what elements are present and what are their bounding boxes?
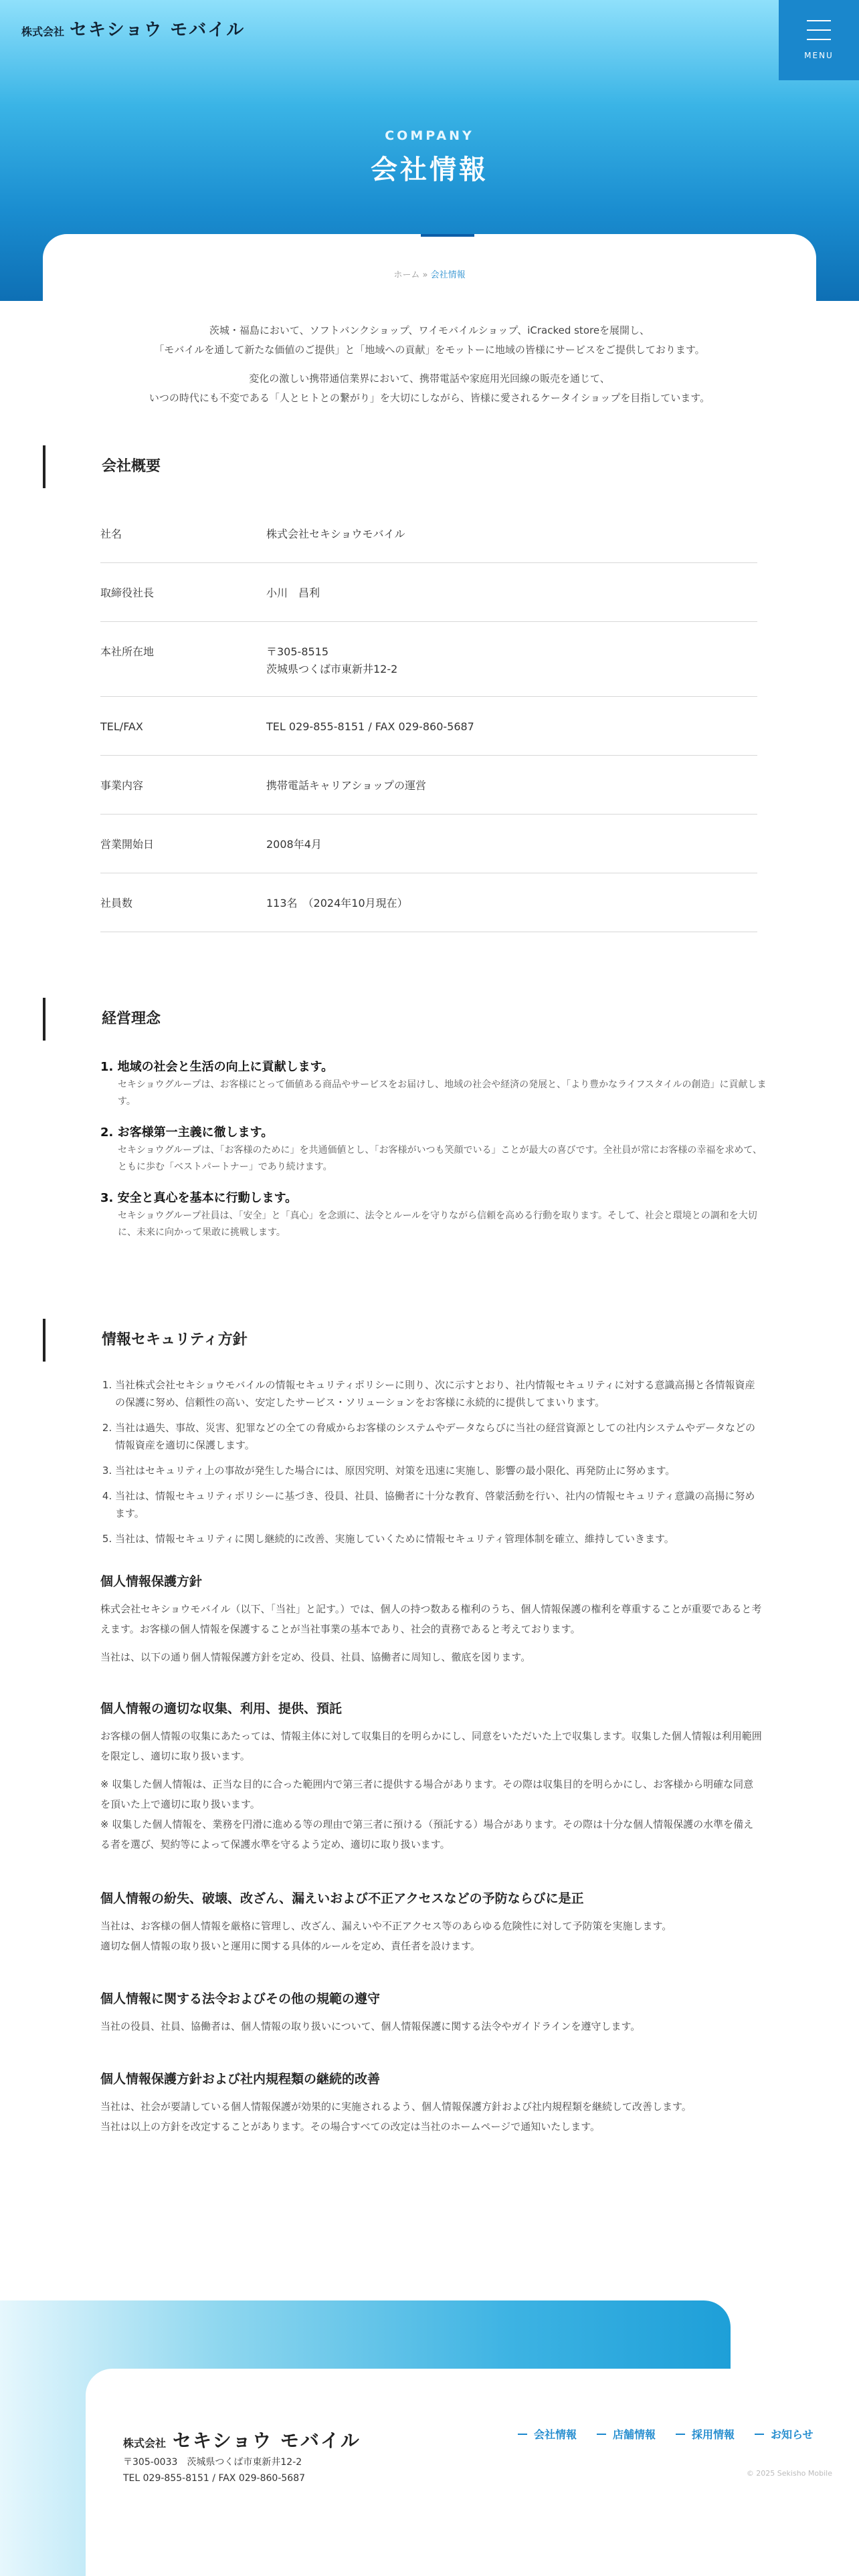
privacy-text: 当社は、以下の通り個人情報保護方針を定め、役員、社員、協働者に周知し、徹底を図ります。	[100, 1651, 531, 1663]
intro-line: 「モバイルを通して新たな価値のご提供」と「地域への貢献」をモットーに地域の皆様にサービスをご提供しております。	[154, 344, 705, 356]
table-row	[100, 697, 757, 756]
intro-line: 変化の激しい携帯通信業界において、携帯電話や家庭用光回線の販売を通じて、	[249, 372, 610, 385]
section-title-security: 情報セキュリティ方針	[43, 1319, 511, 1362]
table-row	[100, 504, 757, 563]
privacy-collection-block	[100, 1699, 763, 1862]
section-title-philosophy: 経営理念	[43, 998, 511, 1041]
footer-nav	[518, 2426, 814, 2442]
list-item	[100, 1189, 769, 1241]
breadcrumb-current: 会社情報	[430, 270, 466, 280]
table-row	[100, 873, 757, 932]
privacy-policy-block	[100, 1572, 763, 1675]
philosophy-heading: 1. 地域の社会と生活の向上に貢献します。	[100, 1060, 334, 1074]
hamburger-icon	[807, 20, 831, 21]
list-item: 2. 当社は過失、事故、災害、犯罪などの全ての脅威からお客様のシステムやデータならびに当社の経営資源としての社内システムやデータなどの情報資産を適切に保護します。	[115, 1419, 763, 1454]
list-item: 4. 当社は、情報セキュリティポリシーに基づき、役員、社員、協働者に十分な教育、啓蒙活動を行い、社内の情報セキュリティ意識の高揚に努めます。	[115, 1487, 763, 1522]
hero-subtitle: COMPANY	[385, 128, 474, 143]
row-label: 事業内容	[100, 779, 144, 792]
philosophy-list	[100, 1058, 769, 1255]
list-item: 5. 当社は、情報セキュリティに関し継続的に改善、実施していくために情報セキュリティ管理体制を確立、維持していきます。	[115, 1530, 763, 1547]
philosophy-heading: 2. お客様第一主義に徹します。	[100, 1125, 274, 1140]
content-card	[43, 234, 816, 2214]
dash-icon	[676, 2434, 685, 2435]
copyright: © 2025 Sekisho Mobile	[746, 2469, 832, 2478]
logo-company-name: セキショウ モバイル	[173, 2430, 361, 2452]
privacy-heading: 個人情報の紛失、破壊、改ざん、漏えいおよび不正アクセスなどの予防ならびに是正	[100, 1891, 584, 1906]
breadcrumb-home-link[interactable]: ホーム	[393, 270, 420, 280]
row-value: 小川 昌利	[266, 586, 320, 599]
list-item	[100, 1058, 769, 1110]
row-value	[266, 643, 397, 696]
company-overview-table	[100, 504, 757, 932]
row-value: 株式会社セキショウモバイル	[266, 528, 405, 540]
menu-label: MENU	[804, 51, 834, 60]
row-value: 113名 （2024年10月現在）	[266, 897, 408, 909]
footer-link-recruit[interactable]	[676, 2426, 735, 2442]
page-title: 会社情報	[371, 154, 488, 185]
table-row	[100, 622, 757, 697]
footer-link-stores[interactable]	[597, 2426, 656, 2442]
privacy-text: 株式会社セキショウモバイル（以下、「当社」と記す。）では、個人の持つ数ある権利のうち、個人情報保護の権利を尊重することが重要であると考えます。お客様の個人情報を保護することが当社事業の基本であり、社会的責務であると考えております。	[100, 1603, 762, 1635]
row-label: 取締役社長	[100, 586, 155, 599]
breadcrumb-separator: »	[422, 270, 428, 280]
logo-company-name: セキショウ モバイル	[70, 20, 246, 40]
privacy-heading: 個人情報保護方針および社内規程類の継続的改善	[100, 2072, 381, 2086]
row-label: 営業開始日	[100, 838, 155, 851]
privacy-text: 当社は、社会が要請している個人情報保護が効果的に実施されるよう、個人情報保護方針および社内規程類を継続して改善します。 当社は以上の方針を改定することがあります。その場合すべての改定は当社のホームページで通知いたします。	[100, 2101, 692, 2133]
accent-bar	[421, 234, 474, 237]
philosophy-text: セキショウグループは、お客様にとって価値ある商品やサービスをお届けし、地域の社会や経済の発展と、「より豊かなライフスタイルの創造」に貢献します。	[118, 1079, 767, 1107]
privacy-improvement-block	[100, 2069, 763, 2145]
privacy-compliance-block	[100, 1989, 763, 2044]
hamburger-icon-bar	[807, 29, 831, 31]
privacy-text: お客様の個人情報の収集にあたっては、情報主体に対して収集目的を明らかにし、同意をいただいた上で収集します。収集した個人情報は利用範囲を限定し、適切に取り扱います。	[100, 1730, 762, 1762]
privacy-heading: 個人情報に関する法令およびその他の規範の遵守	[100, 1992, 381, 2006]
list-item	[100, 1123, 769, 1176]
list-item: 1. 当社株式会社セキショウモバイルの情報セキュリティポリシーに則り、次に示すとおり、社内情報セキュリティに対する意識高揚と各情報資産の保護に努め、信頼性の高い、安定したサービス・ソリューションをお客様に永続的に提供してまいります。	[115, 1376, 763, 1411]
intro-text	[43, 321, 816, 417]
table-row	[100, 756, 757, 815]
footer-link-company[interactable]	[518, 2426, 577, 2442]
privacy-text: 当社の役員、社員、協働者は、個人情報の取り扱いについて、個人情報保護に関する法令やガイドラインを遵守します。	[100, 2020, 641, 2032]
logo-company-type: 株式会社	[123, 2437, 167, 2450]
row-value: 携帯電話キャリアショップの運営	[266, 779, 427, 792]
row-value: 2008年4月	[266, 838, 322, 851]
dash-icon	[755, 2434, 764, 2435]
hamburger-icon-bar	[807, 39, 831, 40]
intro-line: いつの時代にも不変である「人とヒトとの繋がり」を大切にしながら、皆様に愛されるケータイショップを目指しています。	[149, 392, 710, 404]
dash-icon	[597, 2434, 606, 2435]
table-row	[100, 563, 757, 622]
footer-link-news[interactable]	[755, 2426, 814, 2442]
footer-address-line: 〒305-0033 茨城県つくば市東新井12-2	[123, 2457, 302, 2468]
intro-line: 茨城・福島において、ソフトバンクショップ、ワイモバイルショップ、iCracked storeを展開し、	[209, 324, 650, 336]
security-policy-list	[100, 1376, 763, 1555]
postal-code: 〒305-8515	[266, 645, 329, 658]
footer-logo[interactable]	[123, 2426, 361, 2453]
footer-link-label: お知らせ	[771, 2428, 814, 2441]
row-label: 社名	[100, 528, 122, 540]
row-value: TEL 029-855-8151 / FAX 029-860-5687	[266, 720, 474, 733]
footer-link-label: 会社情報	[534, 2428, 577, 2441]
section-title-overview: 会社概要	[43, 445, 511, 488]
footer	[86, 2369, 859, 2576]
privacy-text: 当社は、お客様の個人情報を厳格に管理し、改ざん、漏えいや不正アクセス等のあらゆる危険性に対して予防策を実施します。 適切な個人情報の取り扱いと運用に関する具体的ルールを定め、責任者を設けます。	[100, 1920, 672, 1952]
privacy-text: ※ 収集した個人情報は、正当な目的に合った範囲内で第三者に提供する場合があります。その際は収集目的を明らかにし、お客様から明確な同意を頂いた上で適切に取り扱います。 ※ 収集した個人情報を、業務を円滑に進める等の理由で第三者に預ける（預託する）場合があります。その際は十分な個人情報保護の水準を備える者を選び、契約等によって保護水準を守るよう定め、適切に取り扱います。	[100, 1778, 754, 1850]
footer-link-label: 採用情報	[692, 2428, 735, 2441]
philosophy-text: セキショウグループ社員は、「安全」と「真心」を念頭に、法令とルールを守りながら信頼を高める行動を取ります。そして、社会と環境との調和を大切に、未来に向かって果敢に挑戦します。	[118, 1210, 757, 1238]
privacy-security-block	[100, 1889, 763, 1964]
list-item: 3. 当社はセキュリティ上の事故が発生した場合には、原因究明、対策を迅速に実施し、影響の最小限化、再発防止に努めます。	[115, 1462, 763, 1479]
site-logo[interactable]	[21, 16, 245, 41]
dash-icon	[518, 2434, 527, 2435]
philosophy-heading: 3. 安全と真心を基本に行動します。	[100, 1191, 298, 1205]
privacy-heading: 個人情報の適切な収集、利用、提供、預託	[100, 1701, 343, 1716]
footer-tel: TEL 029-855-8151 / FAX 029-860-5687	[123, 2473, 306, 2484]
logo-company-type: 株式会社	[21, 25, 65, 38]
table-row	[100, 815, 757, 873]
privacy-heading: 個人情報保護方針	[100, 1574, 203, 1589]
footer-address	[123, 2454, 305, 2486]
row-label: 社員数	[100, 897, 133, 909]
philosophy-text: セキショウグループは、「お客様のために」を共通価値とし、「お客様がいつも笑顔でいる」ことが最大の喜びです。全社員が常にお客様の幸福を求めて、ともに歩む「ベストパートナー」であり続けます。	[118, 1145, 763, 1172]
address: 茨城県つくば市東新井12-2	[266, 663, 398, 675]
breadcrumb	[43, 267, 816, 280]
row-label: 本社所在地	[100, 645, 155, 658]
menu-button[interactable]	[779, 0, 859, 80]
footer-link-label: 店舗情報	[613, 2428, 656, 2441]
row-label: TEL/FAX	[100, 720, 143, 733]
